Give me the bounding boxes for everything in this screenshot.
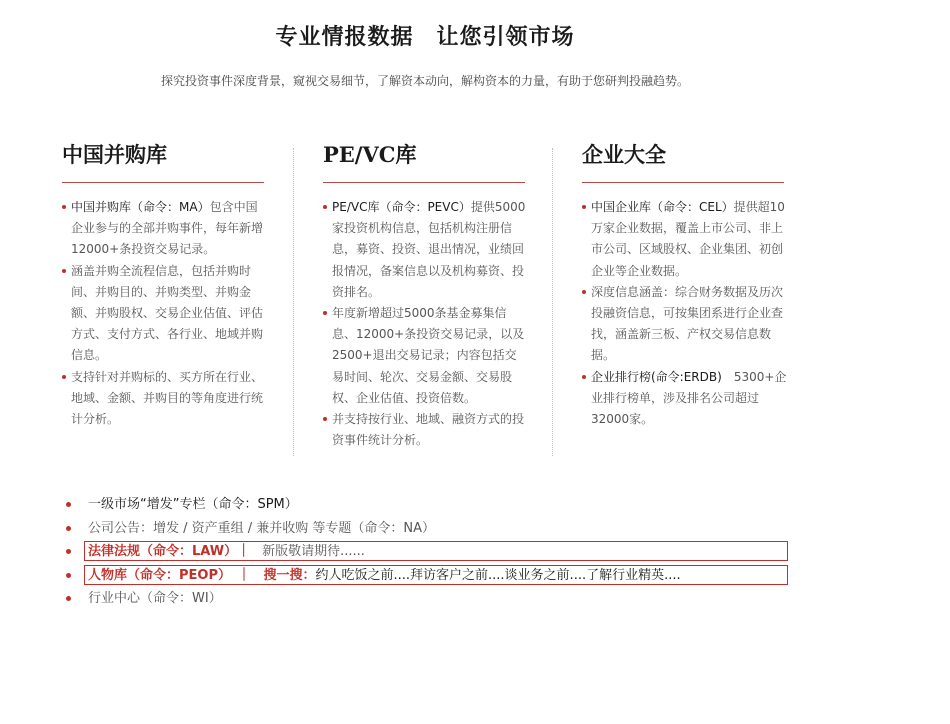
item-text: 5300+企业排行榜单，涉及排名公司超过32000家。 (591, 369, 787, 427)
link-peop[interactable] (62, 565, 822, 589)
law-note: 新版敬请期待...... (262, 544, 365, 559)
list-item (323, 197, 528, 303)
list-item (323, 303, 528, 409)
bullet-icon (66, 502, 71, 507)
item-text: 涵盖并购全流程信息，包括并购时间、并购目的、并购类型、并购金额、并购股权、交易企业估值、评估方式、支付方式、各行业、地域并购信息。 (71, 263, 264, 363)
item-lead[interactable]: PE/VC库（命令：PEVC） (332, 200, 471, 214)
link-label[interactable]: 一级市场“增发”专栏（命令：SPM） (88, 497, 298, 512)
column-heading: PE/VC库 (323, 142, 417, 167)
link-spm[interactable] (62, 494, 822, 518)
bottom-link-list (62, 494, 822, 612)
column-heading: 中国并购库 (62, 142, 167, 167)
item-lead[interactable]: 中国企业库（命令：CEL） (591, 200, 734, 214)
bullet-icon (66, 573, 71, 578)
item-text: 包含中国企业参与的全部并购事件，每年新增12000+条投资交易记录。 (71, 200, 264, 257)
column-rule (62, 182, 264, 183)
bullet-icon (66, 596, 71, 601)
column-rule (323, 182, 525, 183)
column-rule (582, 182, 784, 183)
item-text: 提供超10万家企业数据，覆盖上市公司、非上市公司、区域股权、企业集团、初创企业等企业数据。 (591, 200, 785, 278)
page-title: 专业情报数据 让您引领市场 (275, 24, 575, 50)
column-divider (293, 148, 294, 456)
list-item (62, 197, 267, 261)
item-lead[interactable]: 中国并购库（命令：MA） (71, 200, 210, 214)
item-lead[interactable]: 企业排行榜(命令:ERDB) (591, 369, 722, 384)
column-divider (552, 148, 553, 456)
list-item (62, 261, 267, 367)
list-item (323, 409, 528, 451)
list-item (582, 367, 787, 431)
link-law[interactable] (62, 541, 822, 565)
item-text: 提供5000家投资机构信息，包括机构注册信息，募资、投资、退出情况，业绩回报情况，备案信息以及机构募资、投资排名。 (332, 200, 526, 299)
item-text: 年度新增超过5000条基金募集信息、12000+条投资交易记录，以及2500+退出交易记录；内容包括交易时间、轮次、交易金额、交易股权、企业估值、投资倍数。 (332, 306, 525, 405)
column-ma (62, 140, 267, 430)
peop-label[interactable]: 人物库（命令：PEOP） ｜ 搜一搜： (88, 567, 316, 583)
link-label[interactable]: 公司公告：增发 / 资产重组 / 兼并收购 等专题（命令：NA） (88, 520, 436, 536)
peop-note: 约人吃饭之前....拜访客户之前....谈业务之前....了解行业精英.... (315, 567, 681, 583)
bullet-icon (66, 549, 71, 554)
item-text: 支持针对并购标的、买方所在行业、地域、金额、并购目的等角度进行统计分析。 (71, 369, 264, 427)
link-label[interactable]: 行业中心（命令：WI） (88, 591, 222, 606)
list-item (582, 282, 787, 367)
column-heading: 企业大全 (582, 142, 666, 167)
law-label[interactable]: 法律法规（命令：LAW）｜ (88, 544, 251, 559)
page-subtitle: 探究投资事件深度背景，窥视交易细节，了解资本动向，解构资本的力量，有助于您研判投融趋势。 (160, 74, 689, 88)
link-wi[interactable] (62, 588, 822, 612)
column-list (62, 197, 267, 430)
link-na[interactable] (62, 518, 822, 542)
column-cel (582, 140, 787, 430)
list-item (62, 367, 267, 431)
bullet-icon (66, 526, 71, 531)
column-list (323, 197, 528, 451)
column-list (582, 197, 787, 430)
item-text: 并支持按行业、地域、融资方式的投资事件统计分析。 (332, 412, 525, 448)
item-text: 深度信息涵盖：综合财务数据及历次投融资信息，可按集团系进行企业查找，涵盖新三板、产权交易信息数据。 (591, 284, 784, 363)
column-pevc (323, 140, 528, 451)
list-item (582, 197, 787, 282)
